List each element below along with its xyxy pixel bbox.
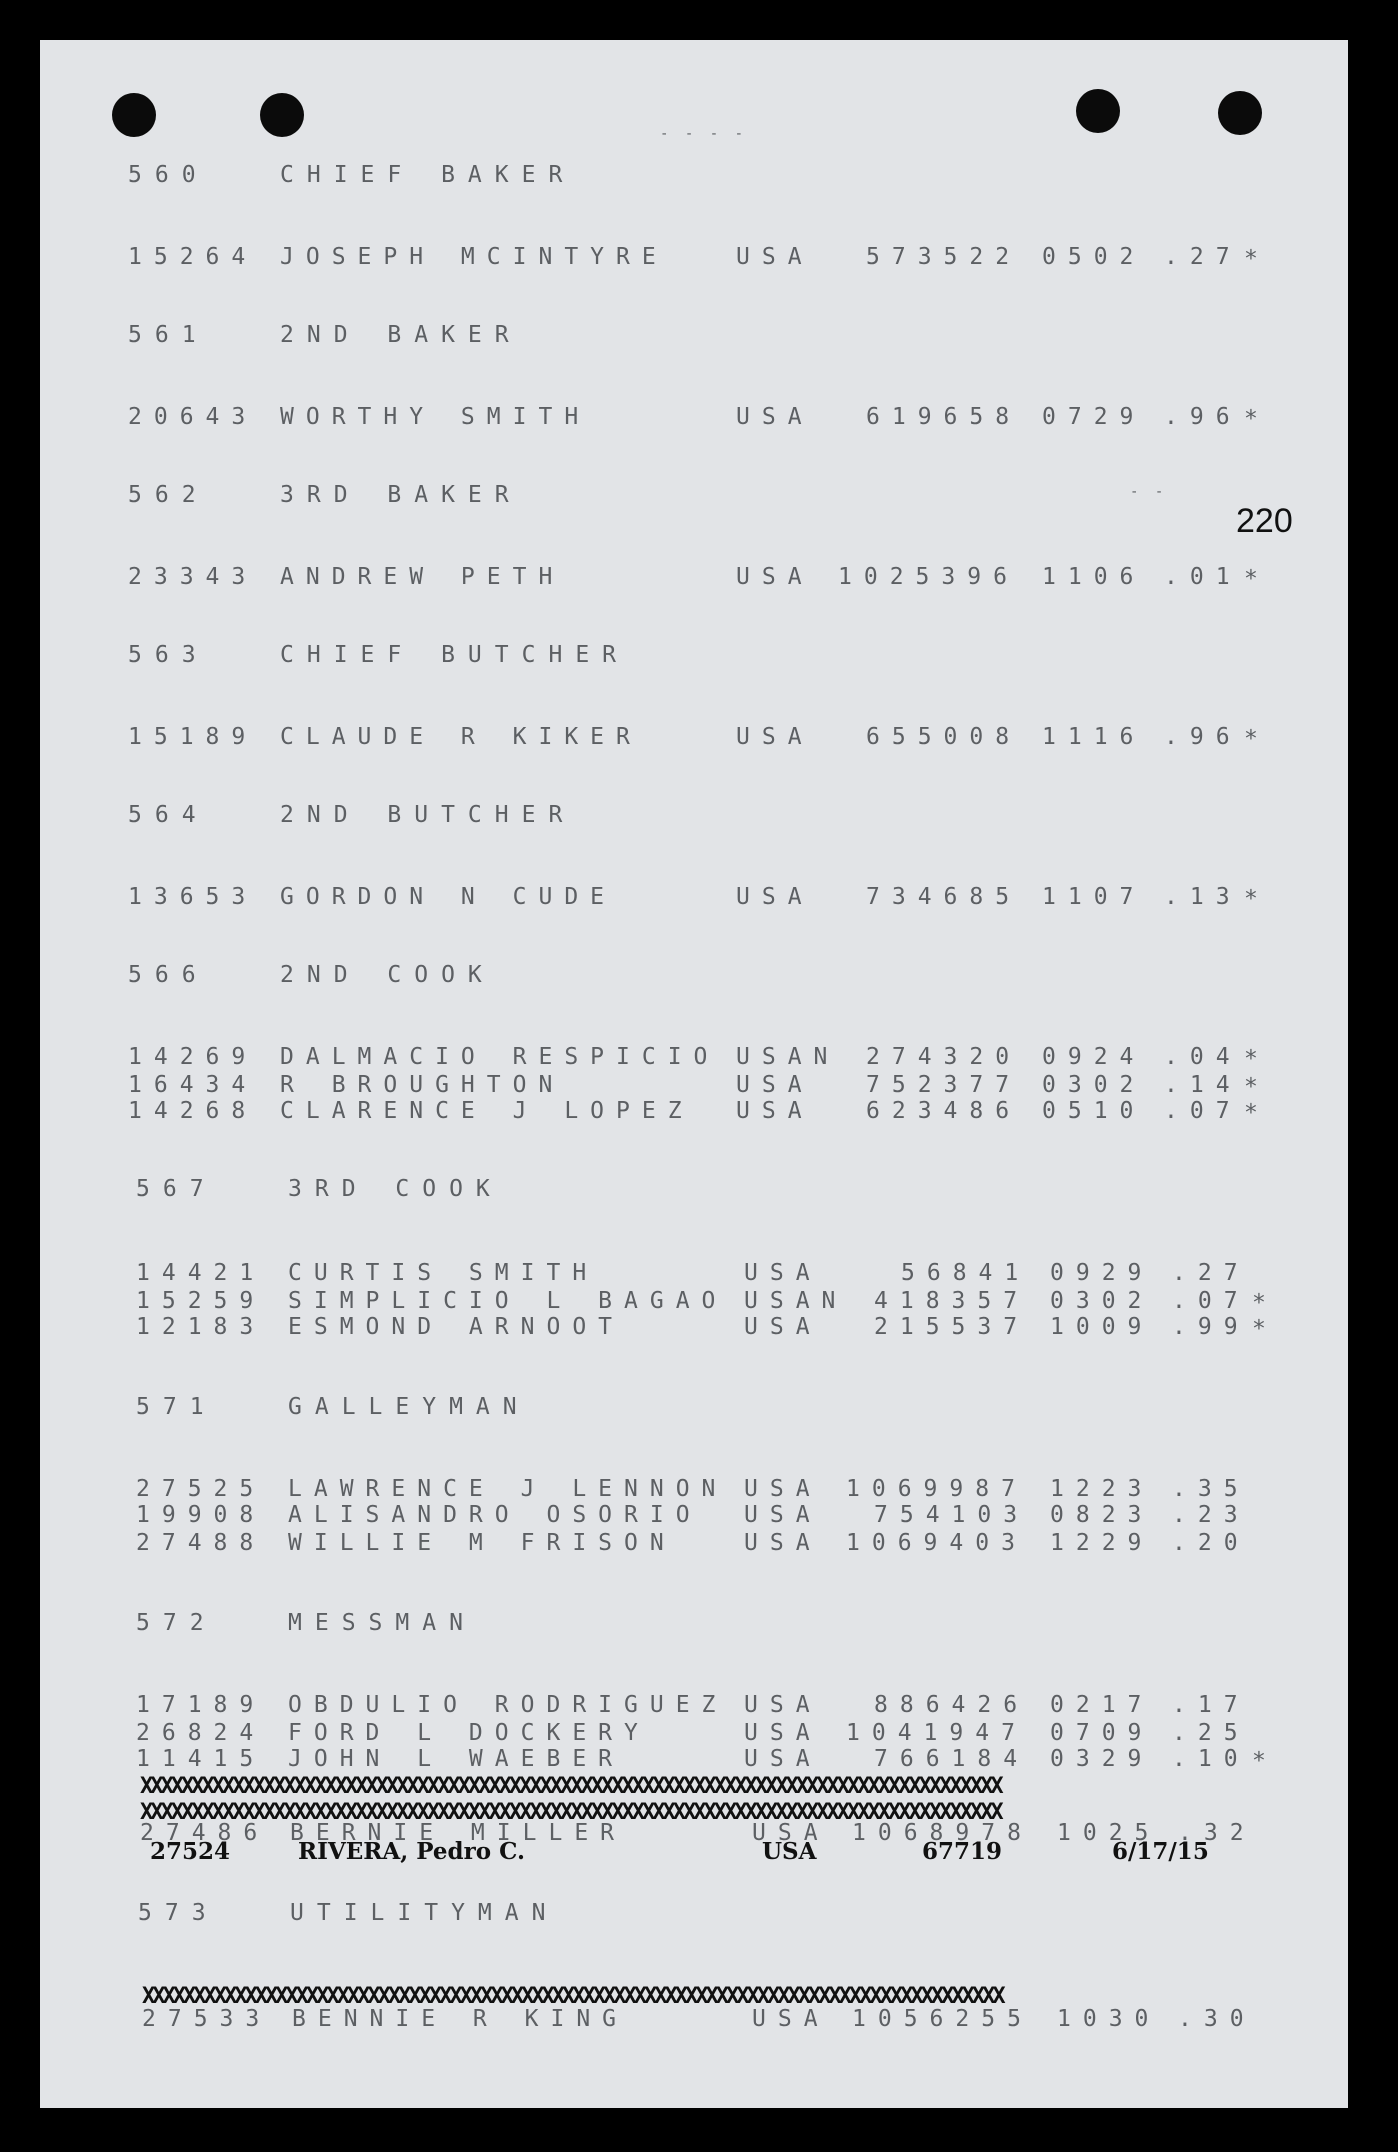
- row-nationality: USA: [736, 1098, 814, 1124]
- row-id: 13653: [128, 884, 258, 910]
- row-name: WILLIE M FRISON: [288, 1530, 676, 1556]
- section-code: 564: [128, 802, 209, 828]
- row-nationality: USA: [744, 1502, 822, 1528]
- row-name: WORTHY SMITH: [280, 404, 591, 430]
- punch-hole: [112, 93, 156, 137]
- row-nationality: USA: [736, 884, 814, 910]
- row-name: ESMOND ARNOOT: [288, 1314, 625, 1340]
- struck-row-num: 1068978: [852, 1820, 1033, 1846]
- row-id: 11415: [136, 1746, 266, 1772]
- row-name: CLARENCE J LOPEZ: [280, 1098, 694, 1124]
- row-name: R BROUGHTON: [280, 1072, 565, 1098]
- section-code: 571: [136, 1394, 217, 1420]
- row-amount: .23: [1172, 1502, 1250, 1528]
- punch-hole: [1076, 89, 1120, 133]
- struck-row-code: 1030: [1057, 2006, 1161, 2032]
- row-amount: .25: [1172, 1720, 1250, 1746]
- row-asterisk: *: [1244, 406, 1270, 432]
- row-code: 0924: [1042, 1044, 1146, 1070]
- row-asterisk: *: [1252, 1316, 1278, 1342]
- row-id: 17189: [136, 1692, 266, 1718]
- row-amount: .17: [1172, 1692, 1250, 1718]
- section-code: 567: [136, 1176, 217, 1202]
- row-id: 27525: [136, 1476, 266, 1502]
- row-name: LAWRENCE J LENNON: [288, 1476, 728, 1502]
- struck-entry-overstrike: XXXXXXXXXXXXXXXXXXXXXXXXXXXXXXXXXXXXXXXXXXXXXXXXXXXXXXXXXXXXXXXXXXXXXXXXXXXXXXXXXXXX: [140, 1802, 1001, 1824]
- row-asterisk: *: [1244, 1074, 1270, 1100]
- row-id: 15259: [136, 1288, 266, 1314]
- row-amount: .10: [1172, 1746, 1250, 1772]
- row-id: 14269: [128, 1044, 258, 1070]
- row-name: ALISANDRO OSORIO: [288, 1502, 702, 1528]
- row-nationality: USA: [744, 1692, 822, 1718]
- row-amount: .14: [1164, 1072, 1242, 1098]
- row-name: CLAUDE R KIKER: [280, 724, 642, 750]
- row-number: 734685: [866, 884, 1022, 910]
- row-asterisk: *: [1252, 1748, 1278, 1774]
- section-code: 572: [136, 1610, 217, 1636]
- row-code: 1106: [1042, 564, 1146, 590]
- row-number: 274320: [866, 1044, 1022, 1070]
- row-nationality: USA: [736, 564, 814, 590]
- row-amount: .01: [1164, 564, 1242, 590]
- punch-hole: [1218, 91, 1262, 135]
- row-name: GORDON N CUDE: [280, 884, 617, 910]
- row-amount: .27: [1172, 1260, 1250, 1286]
- row-id: 26824: [136, 1720, 266, 1746]
- struck-entry-overstrike: XXXXXXXXXXXXXXXXXXXXXXXXXXXXXXXXXXXXXXXXXXXXXXXXXXXXXXXXXXXXXXXXXXXXXXXXXXXXXXXXXXXX: [142, 1986, 1003, 2008]
- row-name: FORD L DOCKERY: [288, 1720, 650, 1746]
- row-number: 1041947: [846, 1720, 1027, 1746]
- section-code: 560: [128, 162, 209, 188]
- row-id: 23343: [128, 564, 258, 590]
- row-nationality: USA: [736, 244, 814, 270]
- struck-row-id: 27533: [142, 2006, 272, 2032]
- row-amount: .35: [1172, 1476, 1250, 1502]
- row-name: CURTIS SMITH: [288, 1260, 599, 1286]
- row-name: SIMPLICIO L BAGAO: [288, 1288, 728, 1314]
- section-code: 563: [128, 642, 209, 668]
- struck-entry-overstrike: XXXXXXXXXXXXXXXXXXXXXXXXXXXXXXXXXXXXXXXXXXXXXXXXXXXXXXXXXXXXXXXXXXXXXXXXXXXXXXXXXXXX: [140, 1776, 1001, 1798]
- row-asterisk: *: [1244, 726, 1270, 752]
- struck-row-nat: USA: [752, 1820, 830, 1846]
- section-code: 573: [138, 1900, 219, 1926]
- row-code: 0729: [1042, 404, 1146, 430]
- row-code: 1107: [1042, 884, 1146, 910]
- row-amount: .99: [1172, 1314, 1250, 1340]
- row-number: 418357: [874, 1288, 1030, 1314]
- handwritten-date: 6/17/15: [1112, 1838, 1209, 1865]
- section-title: MESSMAN: [288, 1610, 476, 1636]
- row-asterisk: *: [1244, 1100, 1270, 1126]
- row-asterisk: *: [1244, 246, 1270, 272]
- row-amount: .07: [1172, 1288, 1250, 1314]
- section-title: UTILITYMAN: [290, 1900, 559, 1926]
- row-name: JOHN L WAEBER: [288, 1746, 625, 1772]
- row-amount: .13: [1164, 884, 1242, 910]
- row-asterisk: *: [1244, 886, 1270, 912]
- row-code: 0302: [1050, 1288, 1154, 1314]
- section-title: 3RD COOK: [288, 1176, 503, 1202]
- row-amount: .07: [1164, 1098, 1242, 1124]
- row-nationality: USA: [744, 1314, 822, 1340]
- row-code: 1229: [1050, 1530, 1154, 1556]
- row-amount: .04: [1164, 1044, 1242, 1070]
- section-title: 3RD BAKER: [280, 482, 522, 508]
- struck-row-amt: .32: [1178, 1820, 1256, 1846]
- row-amount: .27: [1164, 244, 1242, 270]
- row-asterisk: *: [1252, 1290, 1278, 1316]
- struck-row-name: BERNIE MILLER: [290, 1820, 627, 1846]
- row-number: 655008: [866, 724, 1022, 750]
- struck-row-num: 1056255: [852, 2006, 1033, 2032]
- row-number: 1069987: [846, 1476, 1027, 1502]
- row-code: 0502: [1042, 244, 1146, 270]
- row-code: 0929: [1050, 1260, 1154, 1286]
- row-code: 1009: [1050, 1314, 1154, 1340]
- row-name: ANDREW PETH: [280, 564, 565, 590]
- row-number: 754103: [874, 1502, 1030, 1528]
- row-code: 0510: [1042, 1098, 1146, 1124]
- row-amount: .20: [1172, 1530, 1250, 1556]
- section-title: 2ND BUTCHER: [280, 802, 576, 828]
- row-id: 12183: [136, 1314, 266, 1340]
- struck-row-id: 27486: [140, 1820, 270, 1846]
- mid-mark: - -: [1130, 484, 1168, 500]
- top-mark: - - - -: [660, 126, 748, 142]
- row-id: 14268: [128, 1098, 258, 1124]
- row-nationality: USA: [744, 1720, 822, 1746]
- section-title: CHIEF BUTCHER: [280, 642, 630, 668]
- row-code: 1223: [1050, 1476, 1154, 1502]
- row-number: 619658: [866, 404, 1022, 430]
- handwritten-name: RIVERA, Pedro C.: [298, 1838, 525, 1865]
- row-code: 0329: [1050, 1746, 1154, 1772]
- row-amount: .96: [1164, 404, 1242, 430]
- row-id: 19908: [136, 1502, 266, 1528]
- section-code: 561: [128, 322, 209, 348]
- row-number: 1025396: [838, 564, 1019, 590]
- struck-row-code: 1025: [1057, 1820, 1161, 1846]
- row-nationality: USA: [736, 724, 814, 750]
- section-title: GALLEYMAN: [288, 1394, 530, 1420]
- section-title: 2ND COOK: [280, 962, 495, 988]
- row-amount: .96: [1164, 724, 1242, 750]
- row-number: 215537: [874, 1314, 1030, 1340]
- row-asterisk: *: [1244, 1046, 1270, 1072]
- row-asterisk: *: [1244, 566, 1270, 592]
- punch-hole: [260, 93, 304, 137]
- row-nationality: USAN: [736, 1044, 840, 1070]
- row-nationality: USA: [744, 1260, 822, 1286]
- section-code: 566: [128, 962, 209, 988]
- section-title: CHIEF BAKER: [280, 162, 576, 188]
- row-name: OBDULIO RODRIGUEZ: [288, 1692, 728, 1718]
- handwritten-num: 67719: [922, 1838, 1003, 1865]
- row-id: 14421: [136, 1260, 266, 1286]
- handwritten-id: 27524: [150, 1838, 231, 1865]
- row-number: 766184: [874, 1746, 1030, 1772]
- row-code: 1116: [1042, 724, 1146, 750]
- row-name: DALMACIO RESPICIO: [280, 1044, 720, 1070]
- row-number: 623486: [866, 1098, 1022, 1124]
- row-nationality: USA: [736, 404, 814, 430]
- row-number: 573522: [866, 244, 1022, 270]
- row-nationality: USA: [736, 1072, 814, 1098]
- row-number: 886426: [874, 1692, 1030, 1718]
- row-nationality: USA: [744, 1476, 822, 1502]
- row-code: 0217: [1050, 1692, 1154, 1718]
- row-code: 0302: [1042, 1072, 1146, 1098]
- section-code: 562: [128, 482, 209, 508]
- row-nationality: USA: [744, 1530, 822, 1556]
- row-id: 27488: [136, 1530, 266, 1556]
- handwritten-nat: USA: [762, 1838, 817, 1865]
- page-number: 220: [1236, 502, 1293, 540]
- row-nationality: USAN: [744, 1288, 848, 1314]
- row-nationality: USA: [744, 1746, 822, 1772]
- row-id: 15264: [128, 244, 258, 270]
- row-id: 16434: [128, 1072, 258, 1098]
- struck-row-amt: .30: [1178, 2006, 1256, 2032]
- struck-row-nat: USA: [752, 2006, 830, 2032]
- row-name: JOSEPH MCINTYRE: [280, 244, 668, 270]
- row-id: 15189: [128, 724, 258, 750]
- row-code: 0823: [1050, 1502, 1154, 1528]
- row-code: 0709: [1050, 1720, 1154, 1746]
- row-number: 1069403: [846, 1530, 1027, 1556]
- section-title: 2ND BAKER: [280, 322, 522, 348]
- row-id: 20643: [128, 404, 258, 430]
- row-number: 752377: [866, 1072, 1022, 1098]
- struck-row-name: BENNIE R KING: [292, 2006, 629, 2032]
- row-number: 56841: [901, 1260, 1031, 1286]
